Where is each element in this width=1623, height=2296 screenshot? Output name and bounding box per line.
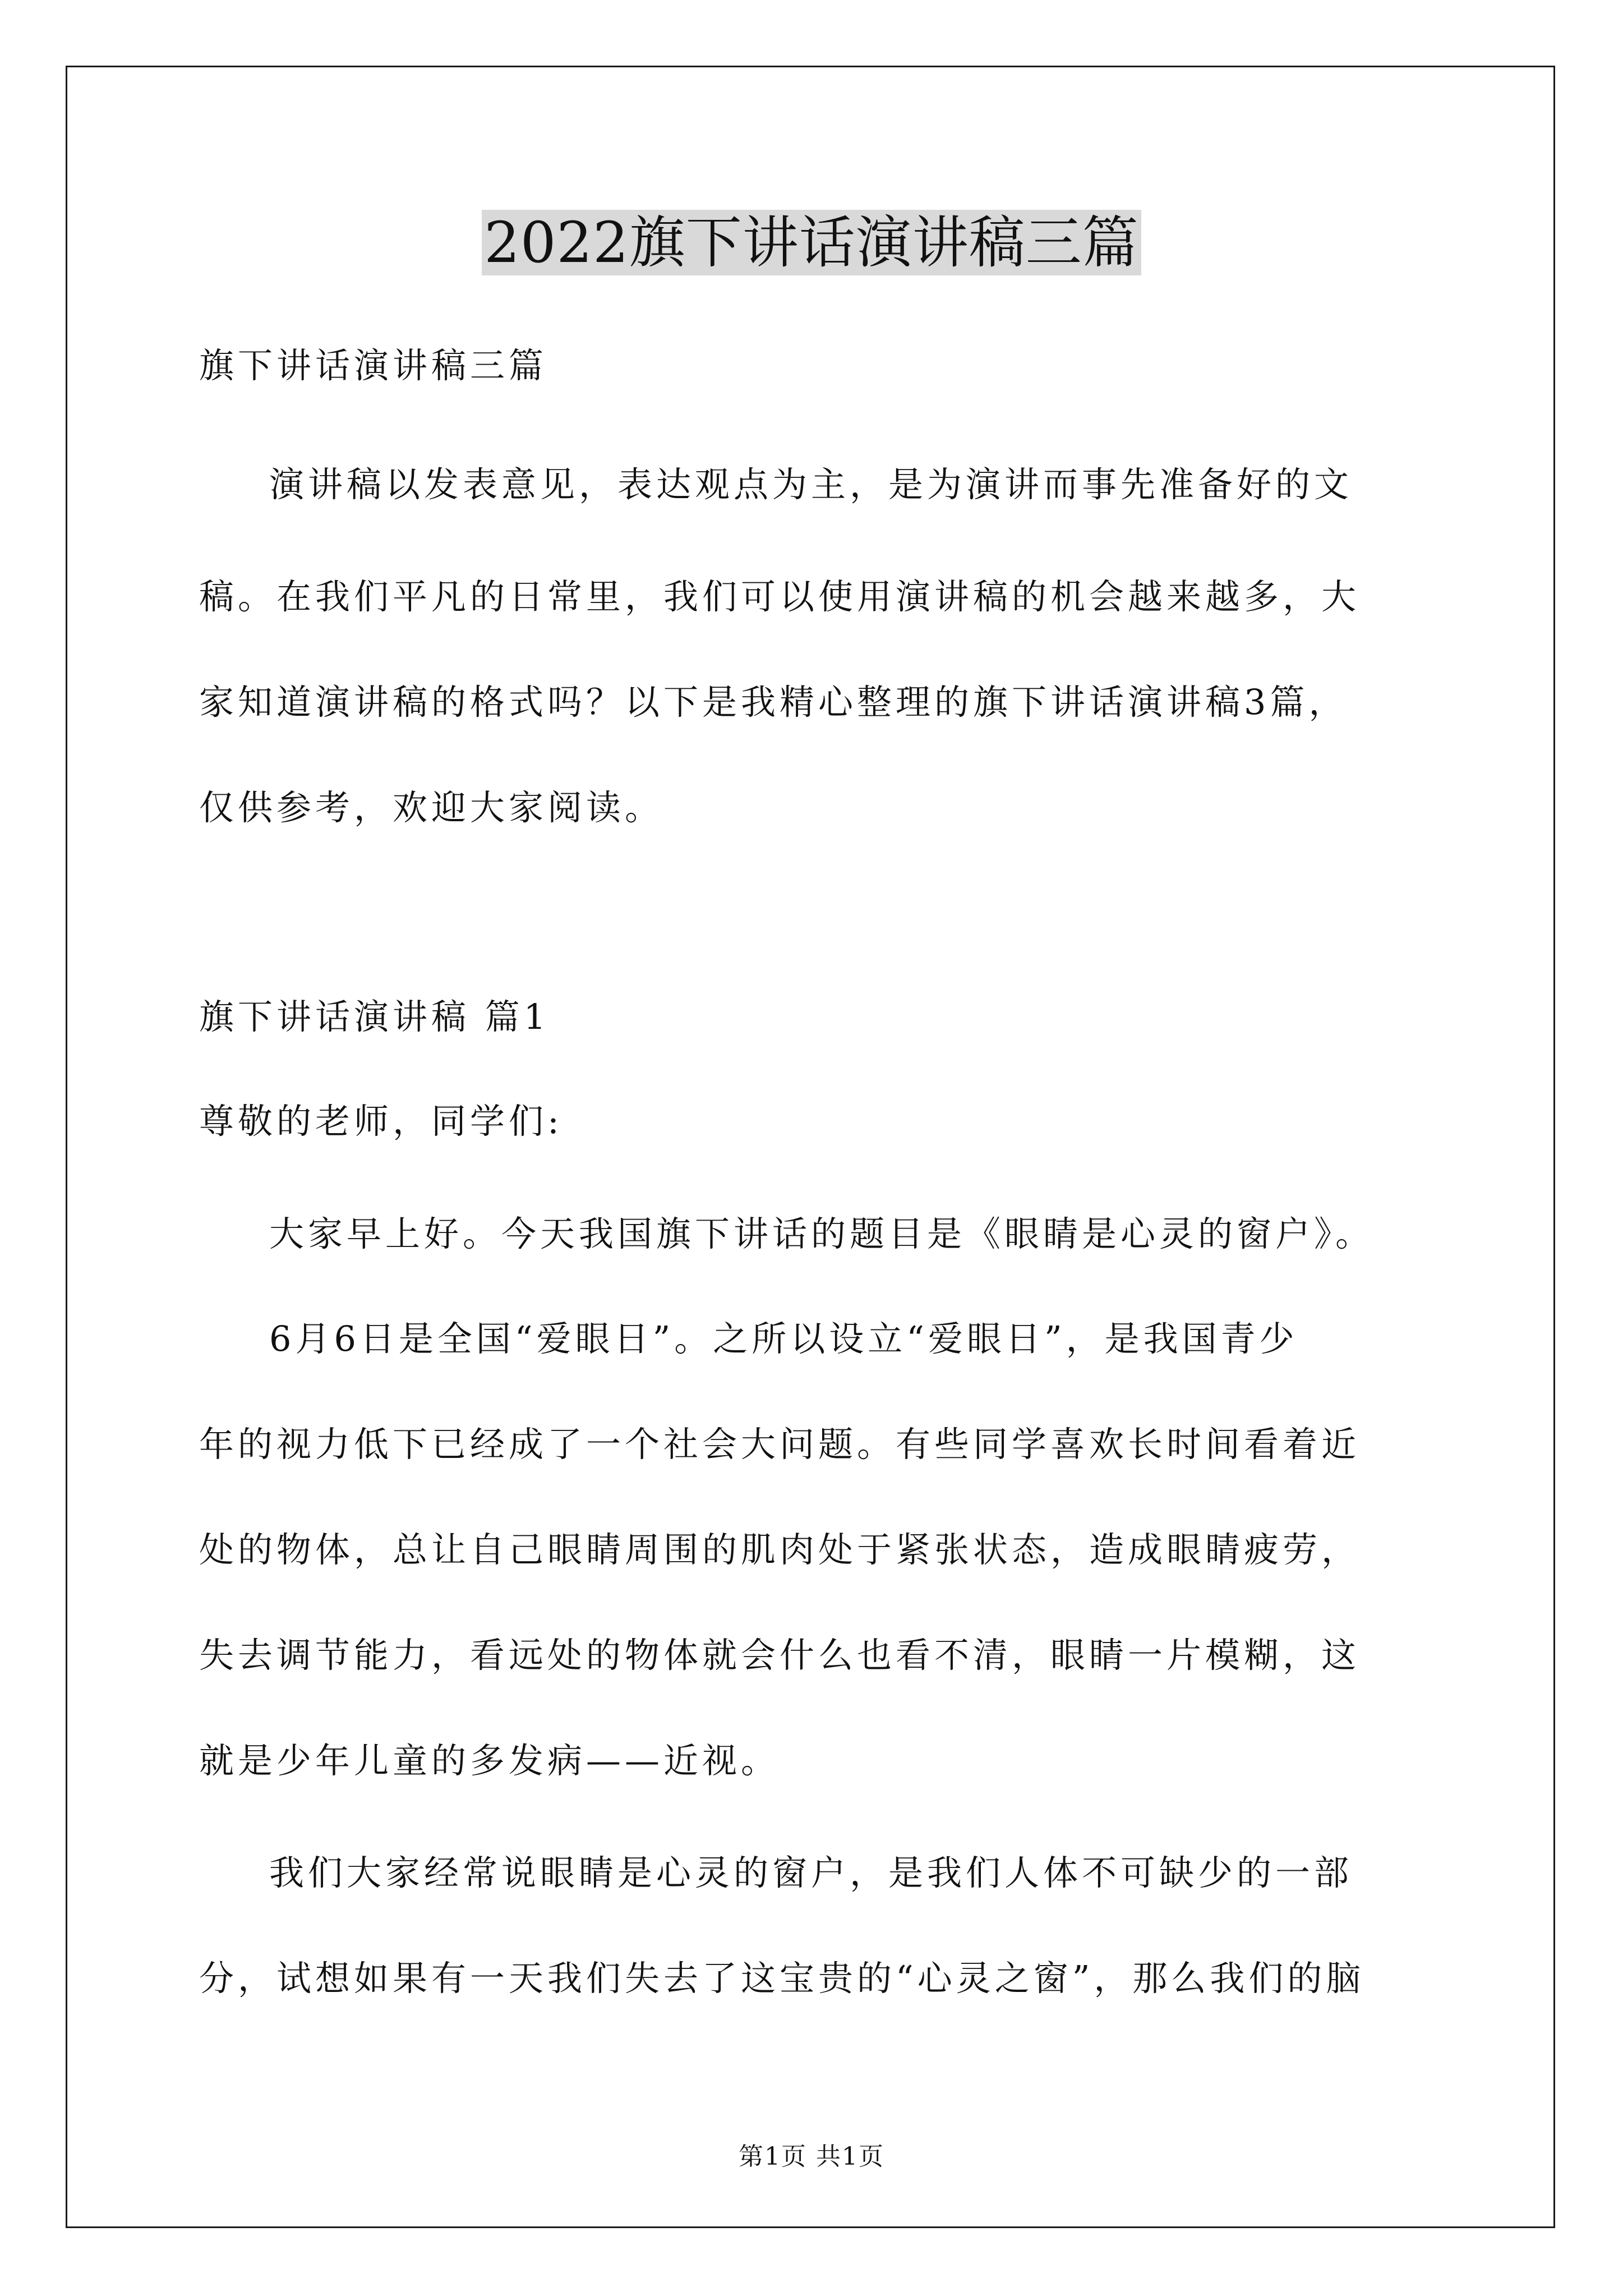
paragraph2-line-2: 分，试想如果有一天我们失去了这宝贵的“心灵之窗”，那么我们的脑 bbox=[199, 1958, 1365, 1999]
intro-line-1: 演讲稿以发表意见，表达观点为主，是为演讲而事先准备好的文 bbox=[269, 464, 1353, 505]
paragraph1-line-5: 就是少年儿童的多发病——近视。 bbox=[199, 1740, 780, 1781]
intro-line-2: 稿。在我们平凡的日常里，我们可以使用演讲稿的机会越来越多，大 bbox=[199, 576, 1361, 617]
paragraph1-line-4: 失去调节能力，看远处的物体就会什么也看不清，眼睛一片模糊，这 bbox=[199, 1635, 1361, 1676]
document-subtitle: 旗下讲话演讲稿三篇 bbox=[199, 345, 548, 386]
paragraph1-line-1: 6月6日是全国“爱眼日”。之所以设立“爱眼日”，是我国青少 bbox=[269, 1318, 1298, 1359]
intro-line-4: 仅供参考，欢迎大家阅读。 bbox=[199, 787, 664, 828]
greeting-line: 大家早上好。今天我国旗下讲话的题目是《眼睛是心灵的窗户》。 bbox=[269, 1213, 1375, 1254]
document-title-text: 2022旗下讲话演讲稿三篇 bbox=[482, 210, 1141, 275]
salutation: 尊敬的老师，同学们: bbox=[199, 1101, 563, 1142]
paragraph1-line-3: 处的物体，总让自己眼睛周围的肌肉处于紧张状态，造成眼睛疲劳， bbox=[199, 1529, 1361, 1570]
paragraph2-line-1: 我们大家经常说眼睛是心灵的窗户，是我们人体不可缺少的一部 bbox=[269, 1852, 1353, 1893]
page-border bbox=[66, 66, 1555, 2228]
paragraph1-line-2: 年的视力低下已经成了一个社会大问题。有些同学喜欢长时间看着近 bbox=[199, 1424, 1361, 1465]
page-footer: 第1页 共1页 bbox=[739, 2142, 884, 2171]
section-heading: 旗下讲话演讲稿 篇1 bbox=[199, 996, 550, 1037]
intro-line-3: 家知道演讲稿的格式吗？以下是我精心整理的旗下讲话演讲稿3篇， bbox=[199, 682, 1348, 723]
document-title bbox=[0, 201, 1623, 285]
